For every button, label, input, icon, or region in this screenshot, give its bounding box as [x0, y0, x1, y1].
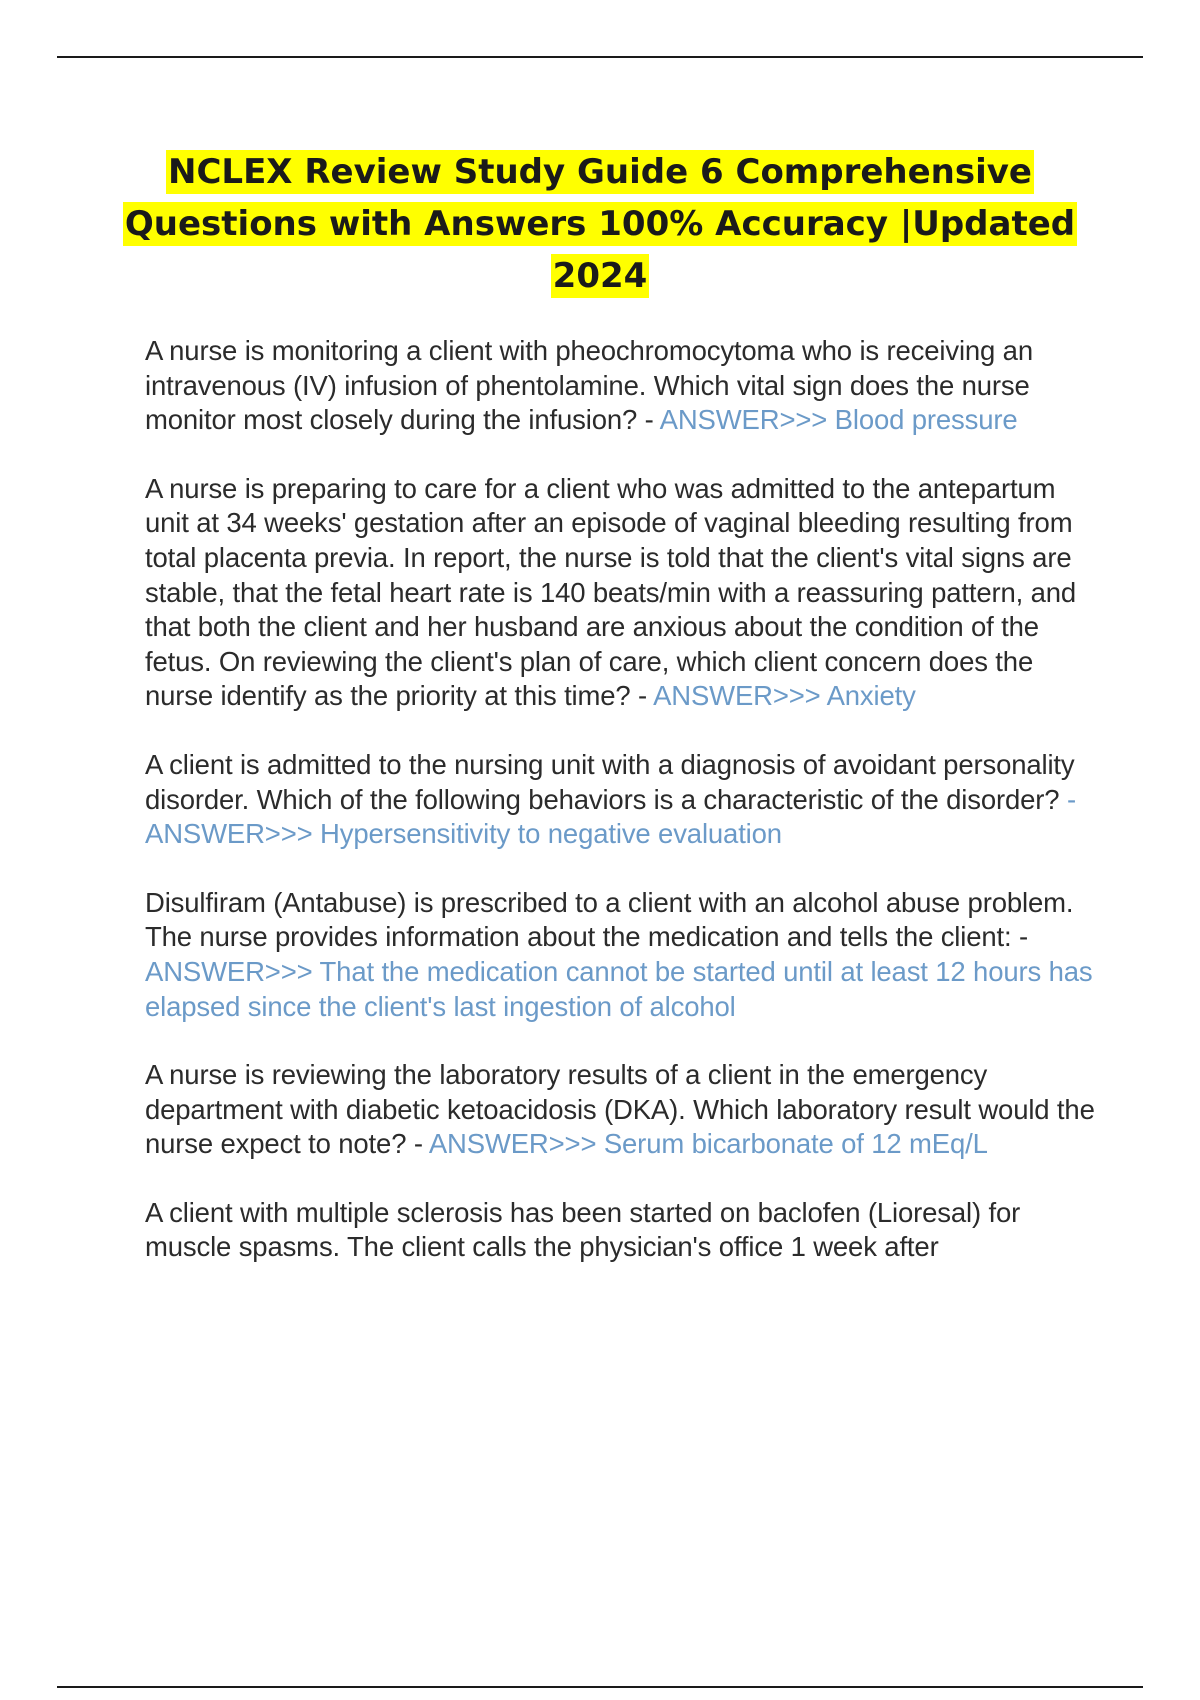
- question-text: Disulfiram (Antabuse) is prescribed to a client with an alcohol abuse problem. The nurse provides information about the medication and tells the client: -: [145, 886, 1074, 953]
- question-text: A client with multiple sclerosis has been started on baclofen (Lioresal) for muscle spasms. The client calls the physician's office 1 week after: [145, 1196, 1021, 1263]
- qa-list: [145, 334, 1095, 1299]
- qa-item-4: [145, 886, 1095, 1024]
- answer-text: ANSWER>>> Anxiety: [653, 680, 916, 712]
- document-title: NCLEX Review Study Guide 6 Comprehensive Questions with Answers 100% Accuracy |Updated 2024: [124, 152, 1076, 296]
- qa-item-2: [145, 472, 1095, 714]
- question-text: A nurse is reviewing the laboratory results of a client in the emergency department with diabetic ketoacidosis (DKA). Which laboratory result would the nurse expect to note? -: [145, 1059, 1095, 1160]
- document-title-block: [100, 146, 1100, 302]
- qa-item-5: [145, 1058, 1095, 1162]
- question-text: A nurse is preparing to care for a client who was admitted to the antepartum unit at 34 weeks' gestation after an episode of vaginal bleeding resulting from total placenta previa. In report, the nurse is told that the client's vital signs are stable, that the fetal heart rate is 140 beats/min with a reassuring pattern, and that both the client and her husband are anxious about the condition of the fetus. On reviewing the client's plan of care, which client concern does the nurse identify as the priority at this time? -: [145, 472, 1077, 712]
- answer-text: ANSWER>>> Serum bicarbonate of 12 mEq/L: [428, 1128, 988, 1160]
- qa-item-1: [145, 334, 1095, 438]
- answer-text: - ANSWER>>> Hypersensitivity to negative evaluation: [145, 783, 1076, 850]
- footer-rule: [57, 1686, 1143, 1688]
- qa-item-6: [145, 1196, 1095, 1265]
- answer-text: ANSWER>>> That the medication cannot be started until at least 12 hours has elapsed since the client's last ingestion of alcohol: [145, 955, 1093, 1022]
- header-rule: [57, 56, 1143, 58]
- answer-text: ANSWER>>> Blood pressure: [659, 404, 1018, 436]
- qa-item-3: [145, 748, 1095, 852]
- question-text: A client is admitted to the nursing unit with a diagnosis of avoidant personality disorder. Which of the following behaviors is a characteristic of the disorder?: [145, 748, 1075, 815]
- question-text: A nurse is monitoring a client with pheochromocytoma who is receiving an intravenous (IV) infusion of phentolamine. Which vital sign does the nurse monitor most closely during the infusion? -: [145, 335, 1033, 436]
